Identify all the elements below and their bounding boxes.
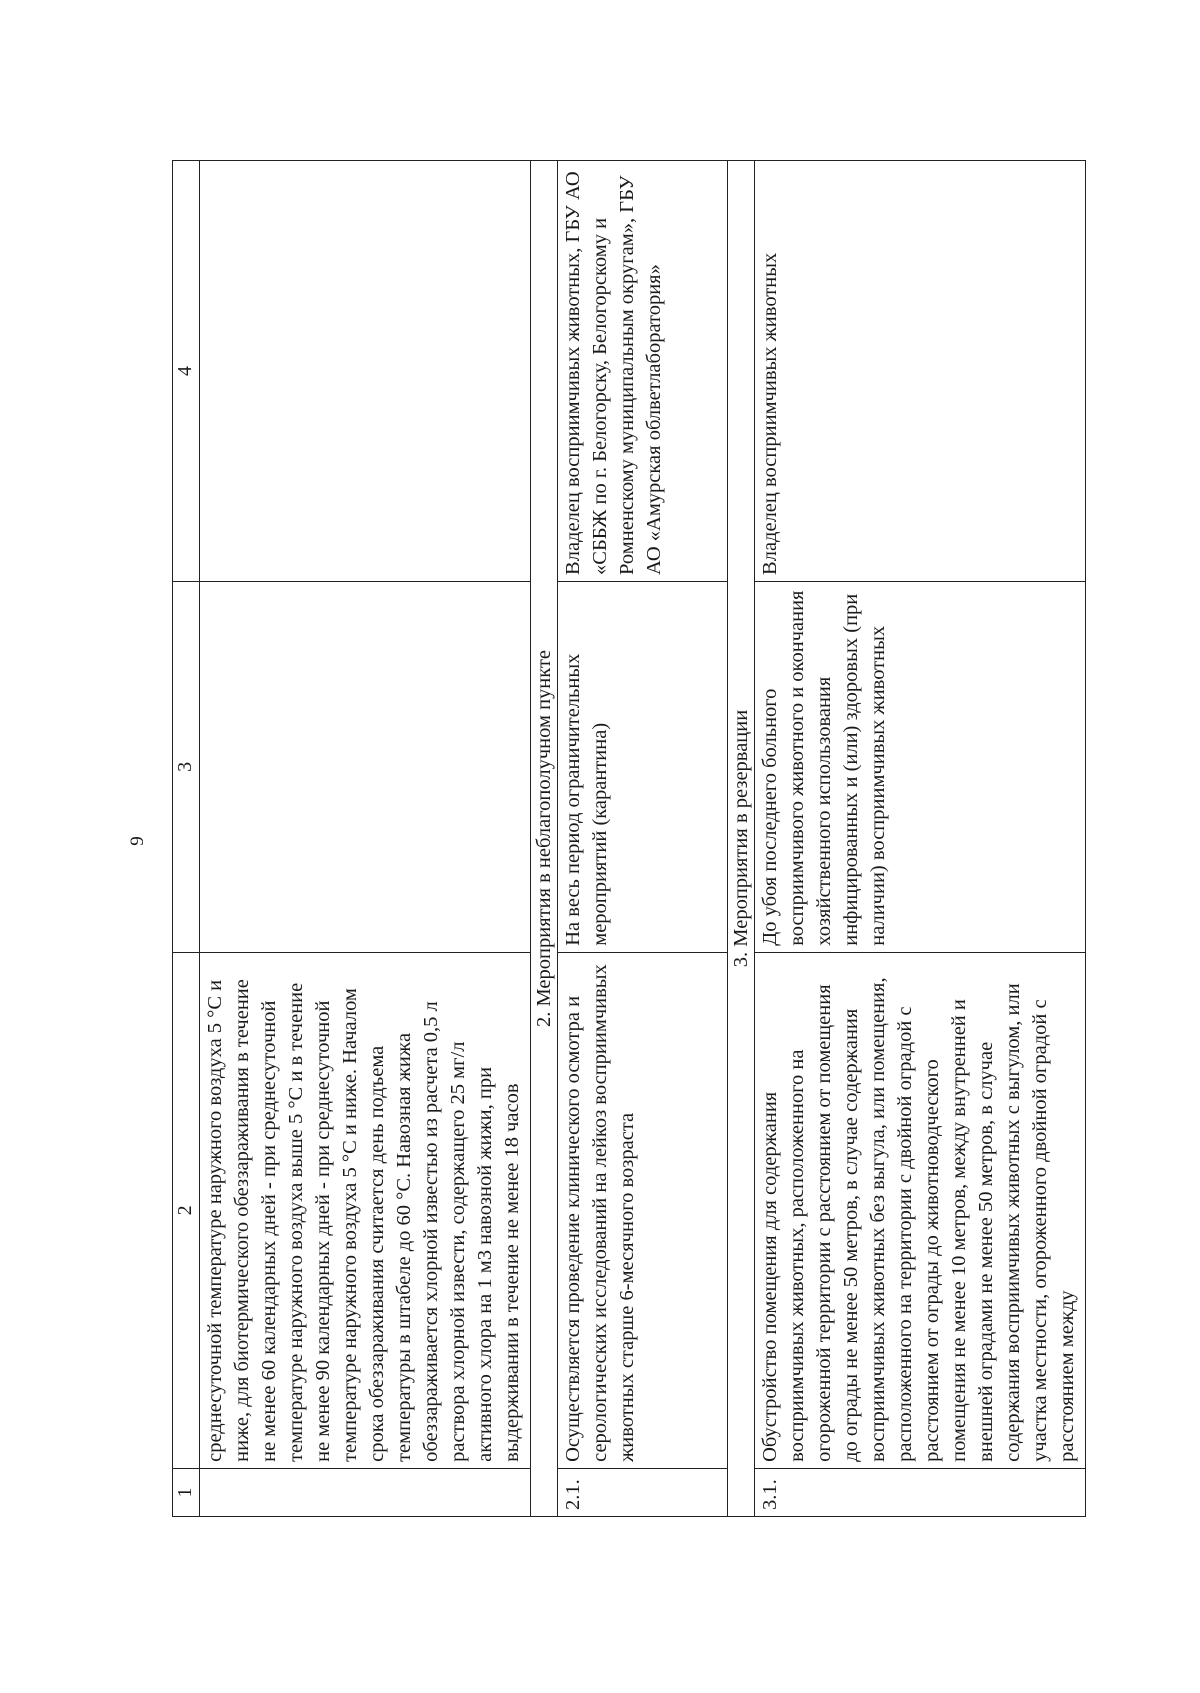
- header-cell-3: 3: [173, 581, 200, 952]
- header-cell-4: 4: [173, 161, 200, 582]
- cell-measure: Осуществляется проведение клинического осмотра и серологических исследований на лейкоз восприимчивых животных старше 6-месячного возраста: [558, 952, 728, 1468]
- cell-measure: Обустройство помещения для содержания восприимчивых животных, расположенного на огороженной территории с расстоянием от помещения до ограды не менее 50 метров, в случае содержания восприимчивых животных без выгула, или помещения, расположенного на территории с двойной оградой с расстоянием от ограды до животноводческого помещения не менее 10 метров, между внутренней и внешней оградами не менее 50 метров, в случае содержания восприимчивых животных с выгулом, или участка местности, огороженного двойной оградой с расстоянием между: [755, 952, 1086, 1468]
- cell-term: На весь период ограничительных мероприятий (карантина): [558, 581, 728, 952]
- page-number: 9: [127, 836, 148, 846]
- section-title-3: 3. Мероприятия в резервации: [728, 161, 755, 1517]
- document-table-wrapper: [172, 160, 1079, 1517]
- measures-table: [172, 160, 1086, 1517]
- header-row: [173, 161, 200, 1517]
- cell-measure: среднесуточной температуре наружного воздуха 5 °С и ниже, для биотермического обеззараживания в течение не менее 60 календарных дней - при среднесуточной температуре наружного воздуха выше 5 °С и в течение не менее 90 календарных дней - при среднесуточной температуре наружного воздуха 5 °С и ниже. Началом срока обеззараживания считается день подъема температуры в штабеле до 60 °С. Навозная жижа обеззараживается хлорной известью из расчета 0,5 л раствора хлорной извести, содержащего 25 мг/л активного хлора на 1 м3 навозной жижи, при выдерживании в течение не менее 18 часов: [200, 952, 531, 1468]
- cell-term: [200, 581, 531, 952]
- table-row-continued: [200, 161, 531, 1517]
- table-row-3-1: [755, 161, 1086, 1517]
- table-row-2-1: [558, 161, 728, 1517]
- section-title-2: 2. Мероприятия в неблагополучном пункте: [531, 161, 558, 1517]
- cell-term: До убоя последнего больного восприимчивого животного и окончания хозяйственного использования инфицированных и (или) здоровых (при наличии) восприимчивых животных: [755, 581, 1086, 952]
- cell-responsible: Владелец восприимчивых животных, ГБУ АО «СББЖ по г. Белогорску, Белогорскому и Ромненскому муниципальным округам», ГБУ АО «Амурская облветлаборатория»: [558, 161, 728, 582]
- rotated-table: [172, 160, 1079, 1517]
- header-cell-1: 1: [173, 1468, 200, 1516]
- section-row-3: [728, 161, 755, 1517]
- cell-number: [200, 1468, 531, 1516]
- cell-number: 3.1.: [755, 1468, 1086, 1516]
- cell-number: 2.1.: [558, 1468, 728, 1516]
- cell-responsible: [200, 161, 531, 582]
- header-cell-2: 2: [173, 952, 200, 1468]
- section-row-2: [531, 161, 558, 1517]
- cell-responsible: Владелец восприимчивых животных: [755, 161, 1086, 582]
